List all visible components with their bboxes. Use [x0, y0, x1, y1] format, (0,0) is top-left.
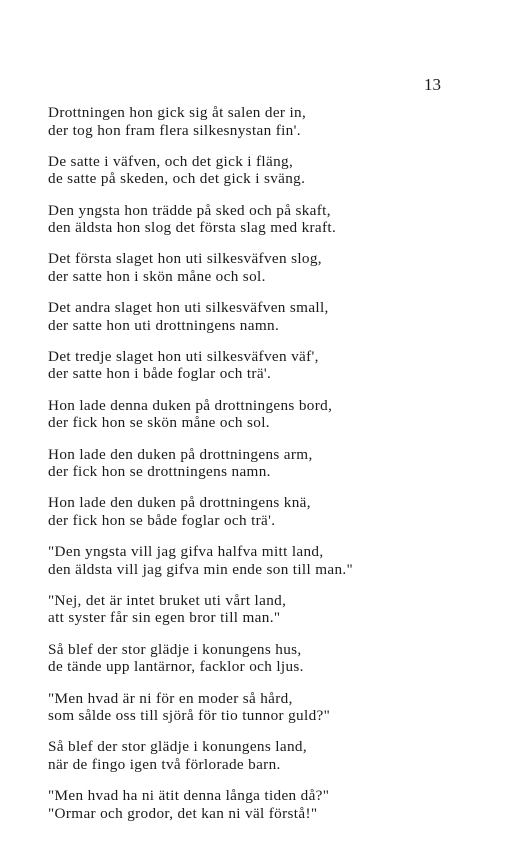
stanza [48, 690, 488, 725]
verse-line: der satte hon i skön måne och sol. [48, 267, 266, 285]
verse-line: der satte hon i både foglar och trä'. [48, 365, 272, 383]
verse-line: der fick hon se drottningens namn. [48, 463, 271, 481]
verse-line: der tog hon fram flera silkesnystan fin'. [48, 121, 301, 139]
verse-line: der satte hon uti drottningens namn. [48, 316, 280, 334]
verse-line: de satte på skeden, och det gick i sväng. [48, 170, 306, 188]
stanza [48, 641, 488, 676]
verse-line: "Ormar och grodor, det kan ni väl förstå!" [48, 804, 318, 822]
verse-line: Hon lade den duken på drottningens arm, [48, 445, 313, 463]
stanza [48, 592, 488, 627]
verse-line: "Den yngsta vill jag gifva halfva mitt land, [48, 543, 324, 561]
poem-body [48, 104, 488, 836]
verse-line: "Nej, det är intet bruket uti vårt land, [48, 591, 287, 609]
verse-line: Det andra slaget hon uti silkesväfven small, [48, 299, 329, 317]
verse-line: Det första slaget hon uti silkesväfven slog, [48, 250, 322, 268]
verse-line: "Men hvad ha ni ätit denna långa tiden då?" [48, 787, 330, 805]
verse-line: Den yngsta hon trädde på sked och på skaft, [48, 201, 331, 219]
stanza [48, 543, 488, 578]
verse-line: den äldsta vill jag gifva min ende son till man." [48, 560, 354, 578]
verse-line: Det tredje slaget hon uti silkesväfven väf', [48, 347, 319, 365]
stanza [48, 494, 488, 529]
verse-line: Hon lade denna duken på drottningens bord, [48, 396, 333, 414]
verse-line: Drottningen hon gick sig åt salen der in, [48, 104, 307, 121]
stanza [48, 348, 488, 383]
verse-line: som sålde oss till sjörå för tio tunnor guld?" [48, 707, 331, 725]
verse-line: Så blef der stor glädje i konungens land, [48, 738, 307, 756]
stanza [48, 299, 488, 334]
stanza [48, 397, 488, 432]
verse-line: der fick hon se skön måne och sol. [48, 414, 270, 432]
verse-line: der fick hon se både foglar och trä'. [48, 511, 276, 529]
page-number: 13 [424, 75, 441, 94]
stanza [48, 202, 488, 237]
verse-line: de tände upp lantärnor, facklor och ljus. [48, 658, 304, 676]
verse-line: "Men hvad är ni för en moder så hård, [48, 689, 293, 707]
verse-line: Hon lade den duken på drottningens knä, [48, 494, 311, 512]
verse-line: den äldsta hon slog det första slag med kraft. [48, 219, 337, 237]
stanza [48, 153, 488, 188]
stanza [48, 250, 488, 285]
stanza [48, 787, 488, 822]
verse-line: Så blef der stor glädje i konungens hus, [48, 640, 302, 658]
verse-line: när de fingo igen två förlorade barn. [48, 755, 281, 773]
stanza [48, 104, 488, 139]
verse-line: De satte i väfven, och det gick i fläng, [48, 152, 294, 170]
stanza [48, 738, 488, 773]
verse-line: att syster får sin egen bror till man." [48, 609, 281, 627]
stanza [48, 446, 488, 481]
